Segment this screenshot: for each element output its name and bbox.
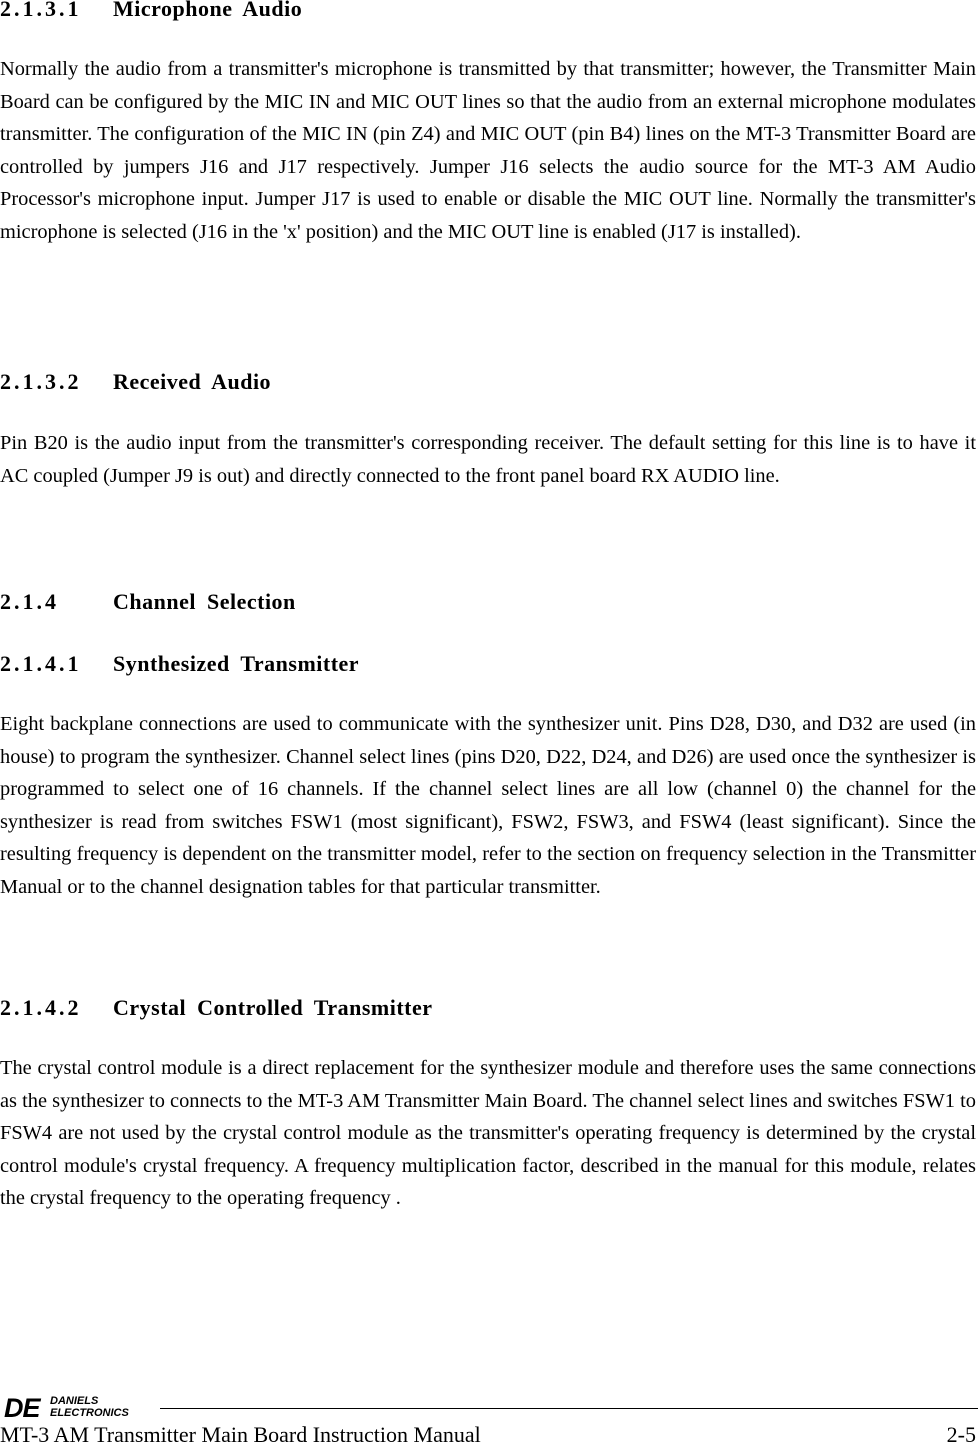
section-title: Synthesized Transmitter bbox=[113, 651, 360, 676]
section-title: Crystal Controlled Transmitter bbox=[113, 995, 433, 1020]
logo-line-2: ELECTRONICS bbox=[50, 1406, 129, 1419]
section-heading-2-1-4 bbox=[0, 589, 296, 615]
section-heading-2-1-4-2 bbox=[0, 995, 433, 1021]
section-title: Microphone Audio bbox=[113, 0, 303, 21]
section-paragraph-synthesized-transmitter: Eight backplane connections are used to communicate with the synthesizer unit. Pins D28, D30, and D32 are used (in house) to program the synthesizer. Channel select lines (pins D20, D22, D24, and D26) are used once the synthesizer is programmed to select one of 16 channels. If the channel select lines are all low (channel 0) the channel for the synthesizer is read from switches FSW1 (most significant), FSW2, FSW3, and FSW4 (least significant). Since the resulting frequency is dependent on the transmitter model, refer to the section on frequency selection in the Transmitter Manual or to the channel designation tables for that particular transmitter. bbox=[0, 713, 976, 898]
footer-divider bbox=[160, 1408, 978, 1409]
section-title: Received Audio bbox=[113, 369, 272, 394]
section-title: Channel Selection bbox=[113, 589, 296, 614]
section-number: 2.1.3.2 bbox=[0, 369, 82, 394]
daniels-electronics-logo bbox=[4, 1393, 154, 1423]
section-number: 2.1.4 bbox=[0, 589, 59, 614]
section-number: 2.1.4.1 bbox=[0, 651, 82, 676]
section-heading-2-1-3-1 bbox=[0, 0, 303, 22]
logo-line-1: DANIELS bbox=[50, 1395, 99, 1407]
footer-page-number: 2-5 bbox=[946, 1422, 976, 1447]
logo-company-name bbox=[50, 1396, 129, 1419]
footer-manual-title: MT-3 AM Transmitter Main Board Instruction Manual bbox=[0, 1422, 481, 1447]
section-paragraph-crystal-controlled-transmitter: The crystal control module is a direct replacement for the synthesizer module and therefore uses the same connections as the synthesizer to connects to the MT-3 AM Transmitter Main Board. The channel select lines and switches FSW1 to FSW4 are not used by the crystal control module as the transmitter's operating frequency is determined by the crystal control module's crystal frequency. A frequency multiplication factor, described in the manual for this module, relates the crystal frequency to the operating frequency . bbox=[0, 1057, 976, 1209]
section-number: 2.1.4.2 bbox=[0, 995, 82, 1020]
section-paragraph-microphone-audio: Normally the audio from a transmitter's microphone is transmitted by that transmitter; however, the Transmitter Main Board can be configured by the MIC IN and MIC OUT lines so that the audio from an external microphone modulates transmitter. The configuration of the MIC IN (pin Z4) and MIC OUT (pin B4) lines on the MT-3 Transmitter Board are controlled by jumpers J16 and J17 respectively. Jumper J16 selects the audio source for the MT-3 AM Audio Processor's microphone input. Jumper J17 is used to enable or disable the MIC OUT line. Normally the transmitter's microphone is selected (J16 in the 'x' position) and the MIC OUT line is enabled (J17 is installed). bbox=[0, 58, 976, 243]
section-heading-2-1-3-2 bbox=[0, 369, 272, 395]
logo-mark: DE bbox=[4, 1393, 40, 1423]
section-paragraph-received-audio: Pin B20 is the audio input from the transmitter's corresponding receiver. The default setting for this line is to have it AC coupled (Jumper J9 is out) and directly connected to the front panel board RX AUDIO line. bbox=[0, 432, 976, 487]
section-number: 2.1.3.1 bbox=[0, 0, 82, 21]
section-heading-2-1-4-1 bbox=[0, 651, 360, 677]
